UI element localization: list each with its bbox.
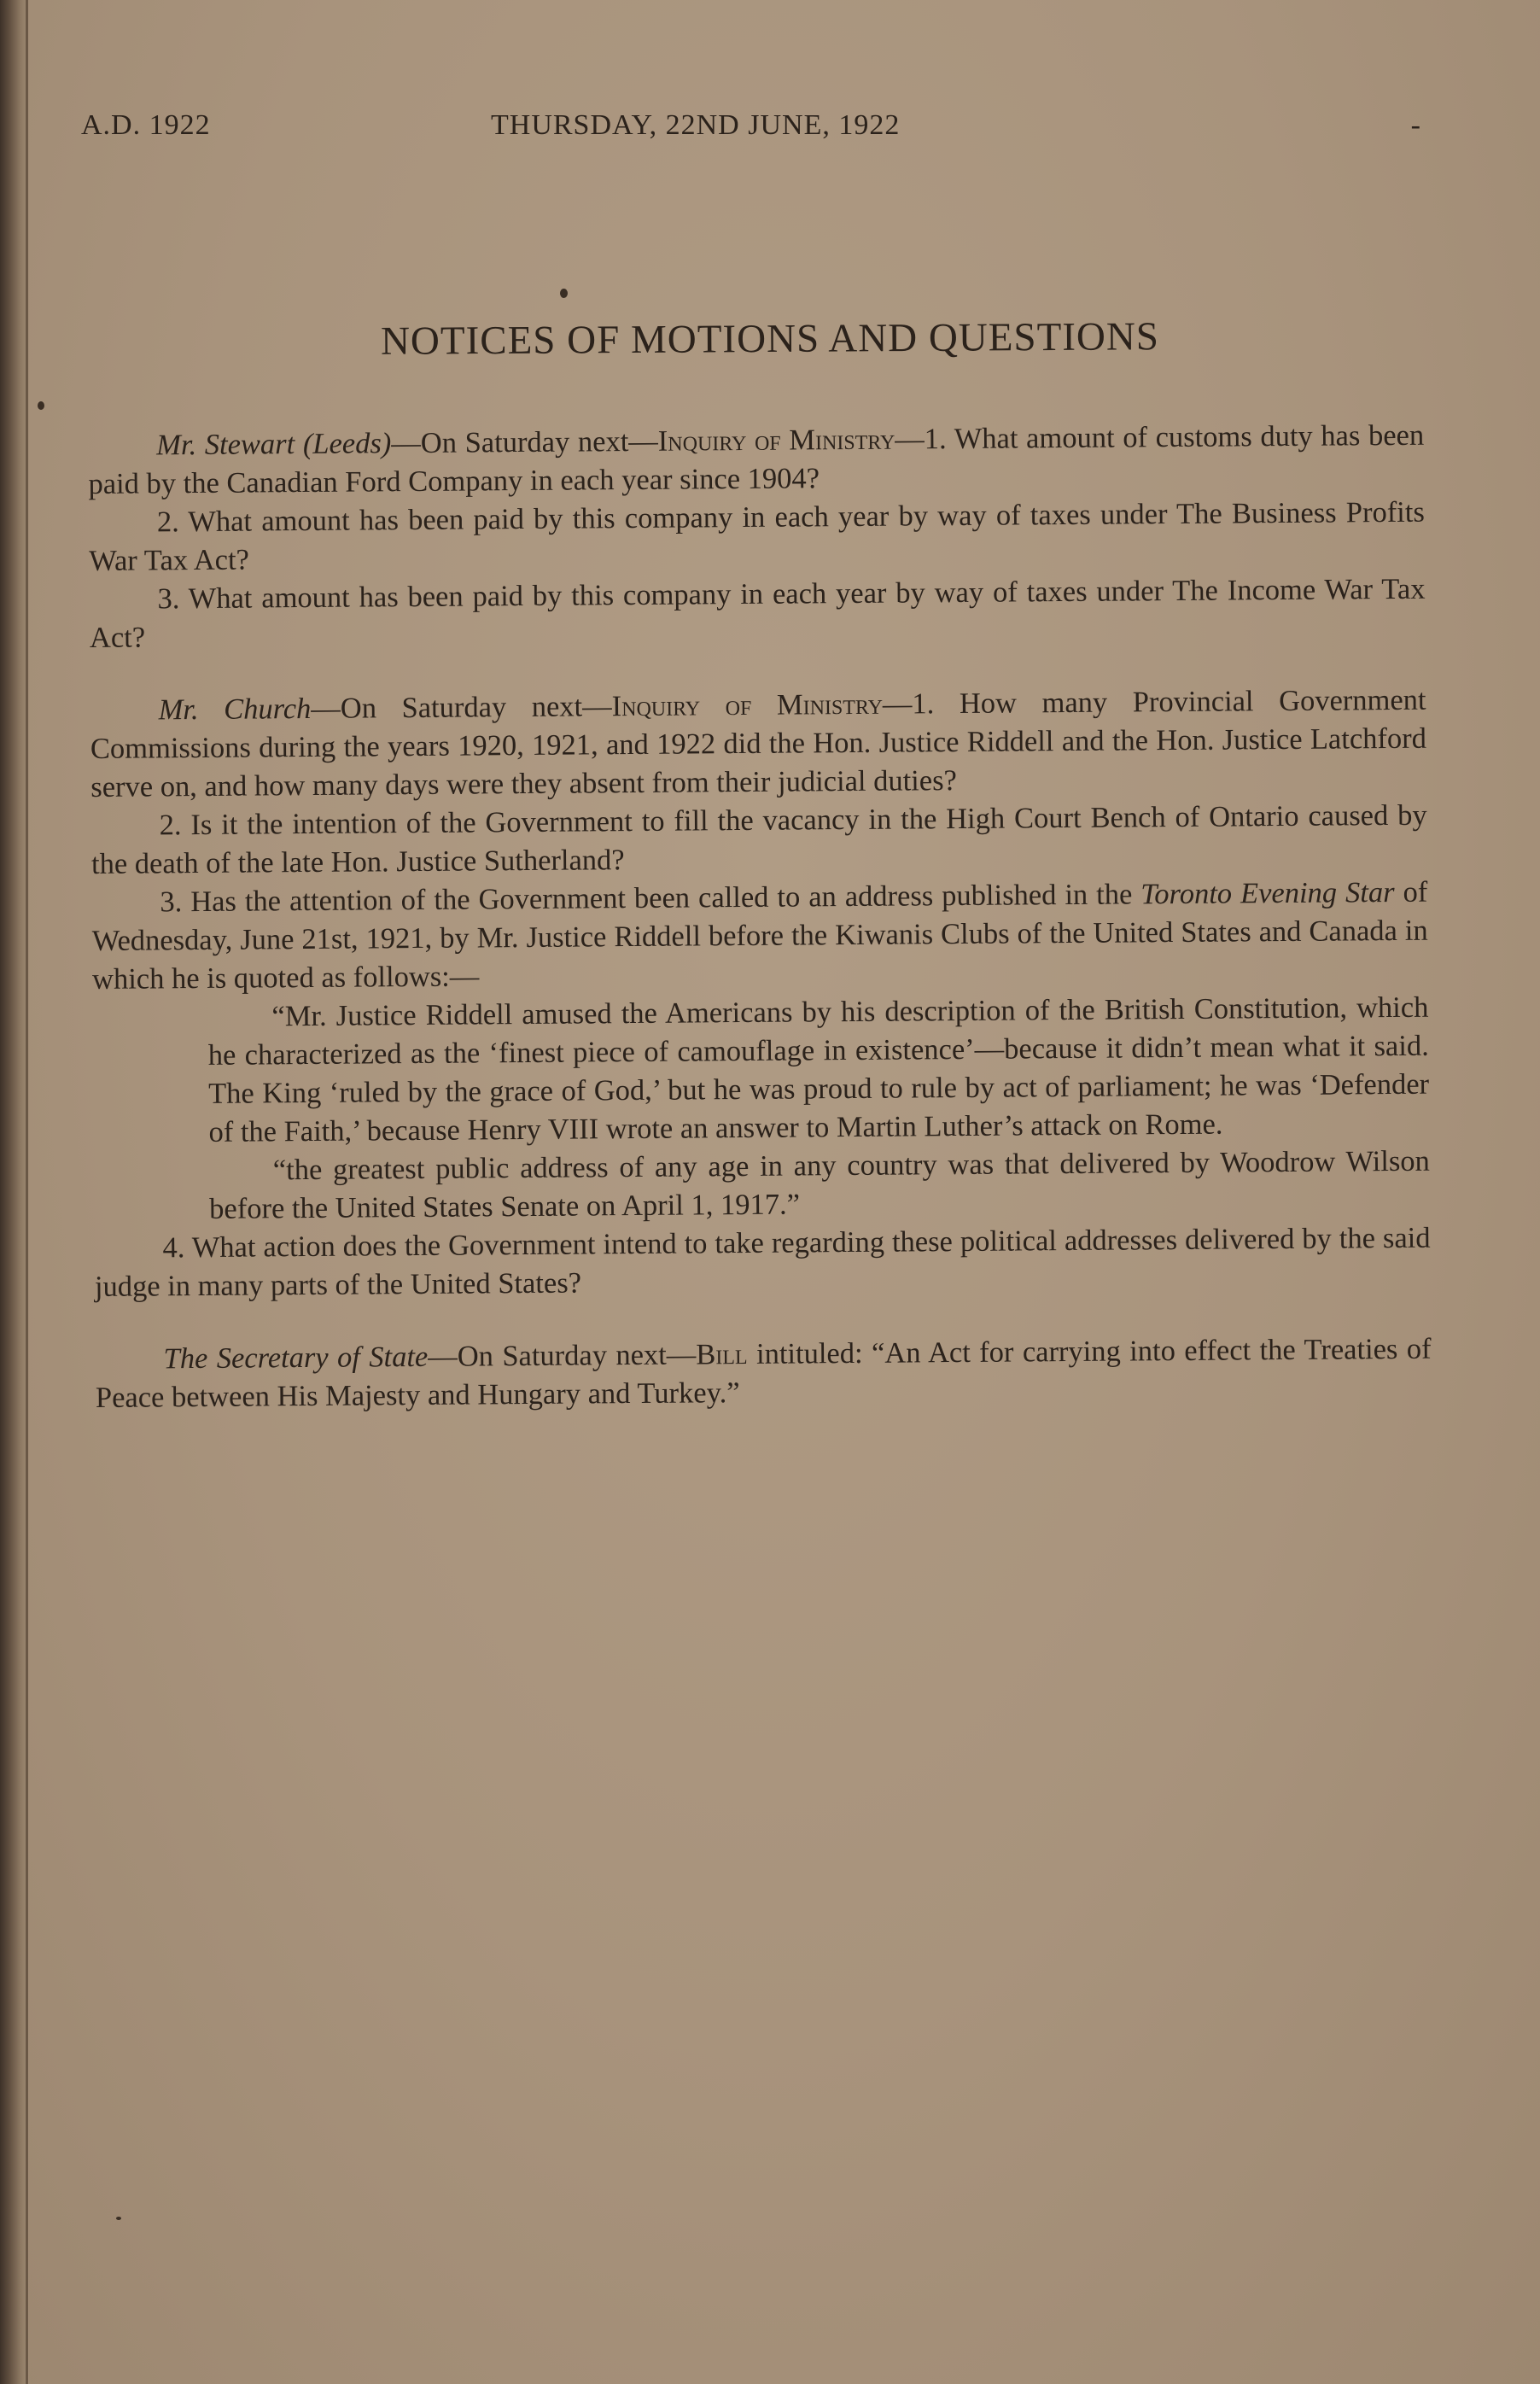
header-date: THURSDAY, 22ND JUNE, 1922 [491,109,901,141]
quoted-passage-2: “the greatest public address of any age in any country was that delivered by Woodrow Wilson before the United States Senate on April 1, 1917.” [209,1144,1430,1225]
notice-church-q1: Mr. Church—On Saturday next—Inquiry of Ministry—1. How many Provincial Government Commissions during the years 1920, 1921, and 1922 did the Hon. Justice Riddell and the Hon. Justice Latchford serve on, and how many days were they absent from their judicial duties? [90,683,1427,803]
member-name: The Secretary of State [163,1340,429,1376]
notice-stewart-q1: Mr. Stewart (Leeds)—On Saturday next—Inquiry of Ministry—1. What amount of customs duty has been paid by the Canadian Ford Company in each year since 1904? [88,418,1425,500]
ink-speck [38,401,44,410]
notice-church-q2: 2. Is it the intention of the Government to fill the vacancy in the High Court Bench of Ontario caused by the death of the late Hon. Justice Sutherland? [90,798,1427,880]
member-name: Mr. Stewart (Leeds) [156,427,392,462]
quoted-passage-1: “Mr. Justice Riddell amused the Americans by his description of the British Constitution, which he characterized as the ‘finest piece of camouflage in existence’—because it didn’t mean what it said. The King ‘ruled by the grace of God,’ but he was proud to rule by act of parliament; he was ‘Defender of the Faith,’ because Henry VIII wrote an answer to Martin Luther’s attack on Rome. [207,990,1430,1148]
ink-speck [116,2217,121,2220]
notice-church-q3: 3. Has the attention of the Government been called to an address published in the Toronto Evening Star of Wednesday, June 21st, 1921, by Mr. Justice Riddell before the Kiwanis Clubs of the United States and Canada in which he is quoted as follows:— [91,875,1428,996]
running-header [81,109,1430,152]
newspaper-name: Toronto Evening Star [1140,875,1395,911]
member-name: Mr. Church [158,692,312,727]
notices-body [88,417,1432,1417]
notice-stewart-q2: 2. What amount has been paid by this company in each year by way of taxes under The Business Profits War Tax Act? [89,495,1425,577]
header-mark: - [1410,109,1421,141]
notice-secretary-bill: The Secretary of State—On Saturday next—Bill intituled: “An Act for carrying into effect the Treaties of Peace between His Majesty and Hungary and Turkey.” [95,1332,1432,1414]
header-year: A.D. 1922 [81,109,211,141]
page-title: NOTICES OF MOTIONS AND QUESTIONS [380,314,1160,364]
notice-church-q4: 4. What action does the Government intend to take regarding these political addresses delivered by the said judge in many parts of the United States? [94,1221,1431,1303]
notice-stewart-q3: 3. What amount has been paid by this company in each year by way of taxes under The Income War Tax Act? [89,572,1426,654]
ink-speck [560,289,568,298]
